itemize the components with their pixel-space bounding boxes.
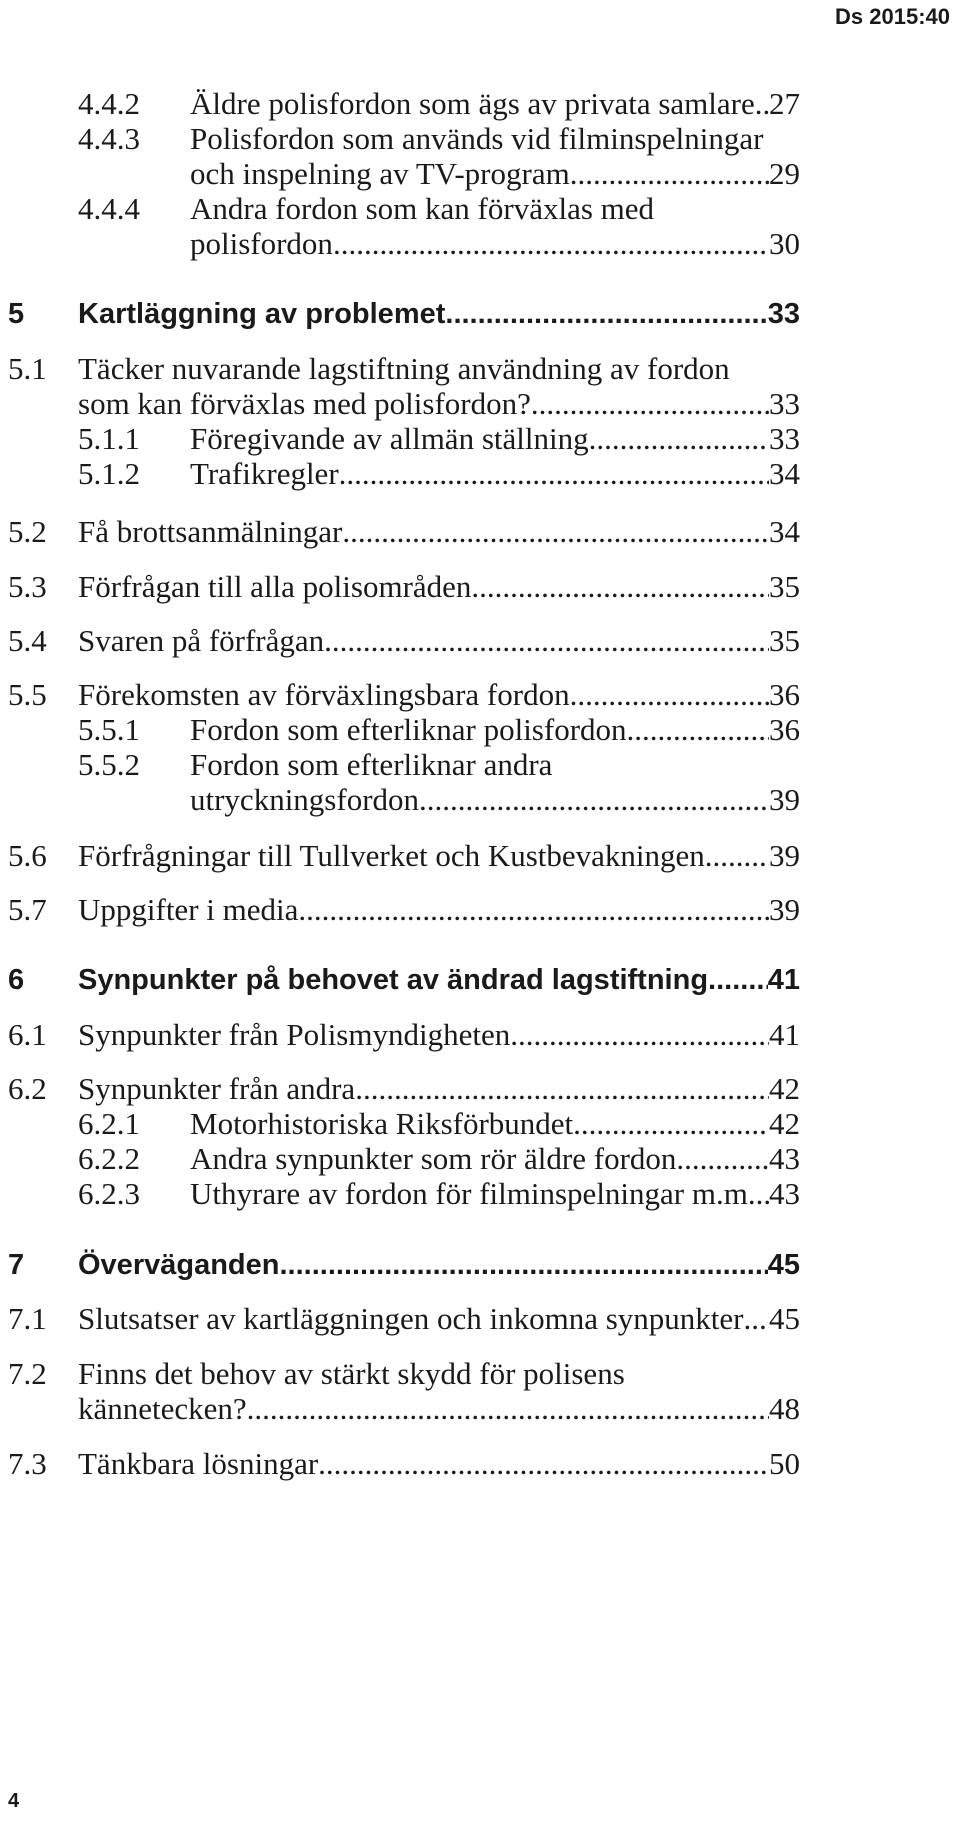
toc-entry-number: 4.4.3 xyxy=(78,121,140,156)
toc-entry-number: 6.2.2 xyxy=(78,1141,140,1176)
toc-entry-number: 4.4.4 xyxy=(78,191,140,226)
toc-entry-title: Kartläggning av problemet xyxy=(78,298,446,330)
toc-entry-title: Polisfordon som används vid filminspelningar xyxy=(190,121,764,156)
toc-entry-number: 5.7 xyxy=(8,892,47,927)
toc-entry-number: 5.3 xyxy=(8,569,47,604)
toc-page-number: 48 xyxy=(769,1391,800,1426)
toc-page-number: 34 xyxy=(769,514,800,549)
toc-dot-leader xyxy=(339,450,769,498)
toc-row[interactable] xyxy=(0,776,960,824)
toc-entry-title: Motorhistoriska Riksförbundet xyxy=(190,1106,574,1141)
toc-entry-title: som kan förväxlas med polisfordon? xyxy=(78,386,531,421)
toc-entry-number: 7.1 xyxy=(8,1301,47,1336)
toc-entry-number: 6.2.1 xyxy=(78,1106,140,1141)
toc-entry-number: 5.2 xyxy=(8,514,47,549)
toc-page-number: 41 xyxy=(767,964,800,996)
toc-entry-title: Tänkbara lösningar xyxy=(78,1446,319,1481)
toc-dot-leader xyxy=(744,1295,769,1343)
toc-page-number: 39 xyxy=(769,782,800,817)
toc-page-number: 33 xyxy=(767,298,800,330)
toc-page-number: 27 xyxy=(769,86,800,121)
toc-entry-title: Fordon som efterliknar andra xyxy=(190,747,553,782)
toc-entry-title: Svaren på förfrågan xyxy=(78,623,325,658)
toc-page-number: 39 xyxy=(769,892,800,927)
toc-dot-leader xyxy=(445,290,767,338)
toc-dot-leader xyxy=(247,1385,769,1433)
toc-entry-number: 5.5.1 xyxy=(78,712,140,747)
toc-entry-number: 4.4.2 xyxy=(78,86,140,121)
toc-entry-title: Föregivande av allmän ställning xyxy=(190,421,589,456)
toc-dot-leader xyxy=(279,1241,767,1289)
toc-entry-title: Uthyrare av fordon för filminspelningar m.m. xyxy=(190,1176,756,1211)
toc-entry-title: polisfordon xyxy=(190,226,333,261)
toc-page-number: 45 xyxy=(767,1249,800,1281)
toc-page-number: 45 xyxy=(769,1301,800,1336)
toc-entry-number: 7 xyxy=(8,1249,25,1281)
toc-dot-leader xyxy=(298,886,769,934)
toc-entry-title: Andra fordon som kan förväxlas med xyxy=(190,191,655,226)
toc-entry-title: Äldre polisfordon som ägs av privata samlare xyxy=(190,86,755,121)
toc-entry-number: 6.2 xyxy=(8,1071,47,1106)
toc-page-number: 35 xyxy=(769,569,800,604)
toc-entry-number: 7.2 xyxy=(8,1356,47,1391)
toc-entry-title: Synpunkter på behovet av ändrad lagstiftning xyxy=(78,964,709,996)
toc-page-number: 33 xyxy=(769,386,800,421)
toc-entry-number: 5.1.2 xyxy=(78,456,140,491)
toc-dot-leader xyxy=(705,832,769,880)
toc-page-number: 50 xyxy=(769,1446,800,1481)
toc-dot-leader xyxy=(756,1170,769,1218)
toc-dot-leader xyxy=(708,956,768,1004)
toc-row[interactable] xyxy=(0,1440,960,1488)
toc-row[interactable] xyxy=(0,220,960,268)
toc-entry-title: Synpunkter från andra xyxy=(78,1071,356,1106)
toc-entry-title: Uppgifter i media xyxy=(78,892,299,927)
toc-page-number: 39 xyxy=(769,838,800,873)
toc-page-number: 41 xyxy=(769,1017,800,1052)
page-number: 4 xyxy=(8,1790,20,1812)
toc-entry-number: 5 xyxy=(8,298,25,330)
toc-entry-number: 6 xyxy=(8,964,25,996)
toc-page-number: 29 xyxy=(769,156,800,191)
toc-entry-title: Förfrågan till alla polisområden xyxy=(78,569,472,604)
toc-entry-number: 6.1 xyxy=(8,1017,47,1052)
toc-page-number: 35 xyxy=(769,623,800,658)
toc-row[interactable] xyxy=(0,886,960,934)
toc-dot-leader xyxy=(324,617,769,665)
toc-dot-leader xyxy=(342,508,769,556)
toc-page-number: 43 xyxy=(769,1176,800,1211)
toc-entry-title: Förekomsten av förväxlingsbara fordon xyxy=(78,677,570,712)
toc-row[interactable] xyxy=(0,832,960,880)
toc-entry-title: Synpunkter från Polismyndigheten xyxy=(78,1017,511,1052)
toc-page-number: 34 xyxy=(769,456,800,491)
toc-row[interactable] xyxy=(0,1011,960,1059)
toc-entry-title: Få brottsanmälningar xyxy=(78,514,343,549)
toc-entry-number: 7.3 xyxy=(8,1446,47,1481)
toc-page-number: 42 xyxy=(769,1106,800,1141)
toc-entry-title: Täcker nuvarande lagstiftning användning av fordon xyxy=(78,351,730,386)
toc-entry-title: Finns det behov av stärkt skydd för polisens xyxy=(78,1356,625,1391)
toc-page-number: 43 xyxy=(769,1141,800,1176)
toc-entry-title: Andra synpunkter som rör äldre fordon xyxy=(190,1141,677,1176)
toc-entry-number: 6.2.3 xyxy=(78,1176,140,1211)
toc-dot-leader xyxy=(419,776,769,824)
toc-row[interactable] xyxy=(0,617,960,665)
toc-page-number: 33 xyxy=(769,421,800,456)
toc-dot-leader xyxy=(471,563,769,611)
toc-entry-title: Trafikregler xyxy=(190,456,339,491)
toc-entry-number: 5.6 xyxy=(8,838,47,873)
toc-page-number: 30 xyxy=(769,226,800,261)
toc-entry-title: kännetecken? xyxy=(78,1391,247,1426)
toc-page-number: 42 xyxy=(769,1071,800,1106)
toc-dot-leader xyxy=(333,220,769,268)
toc-row[interactable] xyxy=(0,1170,960,1218)
toc-page-number: 36 xyxy=(769,677,800,712)
toc-entry-number: 5.1.1 xyxy=(78,421,140,456)
toc-row[interactable] xyxy=(0,450,960,498)
toc-entry-number: 5.5.2 xyxy=(78,747,140,782)
toc-row[interactable] xyxy=(0,508,960,556)
toc-entry-title: Överväganden xyxy=(78,1249,280,1281)
toc-entry-number: 5.4 xyxy=(8,623,47,658)
document-reference: Ds 2015:40 xyxy=(835,4,950,29)
toc-row[interactable] xyxy=(0,1295,960,1343)
toc-row[interactable] xyxy=(0,1385,960,1433)
toc-page-number: 36 xyxy=(769,712,800,747)
toc-chapter-row[interactable] xyxy=(0,290,960,338)
toc-entry-title: Slutsatser av kartläggningen och inkomna synpunkter xyxy=(78,1301,744,1336)
toc-entry-number: 5.1 xyxy=(8,351,47,386)
toc-row[interactable] xyxy=(0,563,960,611)
toc-dot-leader xyxy=(318,1440,769,1488)
toc-dot-leader xyxy=(510,1011,769,1059)
toc-entry-title: och inspelning av TV-program xyxy=(190,156,570,191)
toc-entry-number: 5.5 xyxy=(8,677,47,712)
toc-entry-title: Fordon som efterliknar polisfordon xyxy=(190,712,627,747)
toc-chapter-row[interactable] xyxy=(0,956,960,1004)
toc-chapter-row[interactable] xyxy=(0,1241,960,1289)
toc-entry-title: Förfrågningar till Tullverket och Kustbevakningen xyxy=(78,838,705,873)
toc-entry-title: utryckningsfordon xyxy=(190,782,420,817)
